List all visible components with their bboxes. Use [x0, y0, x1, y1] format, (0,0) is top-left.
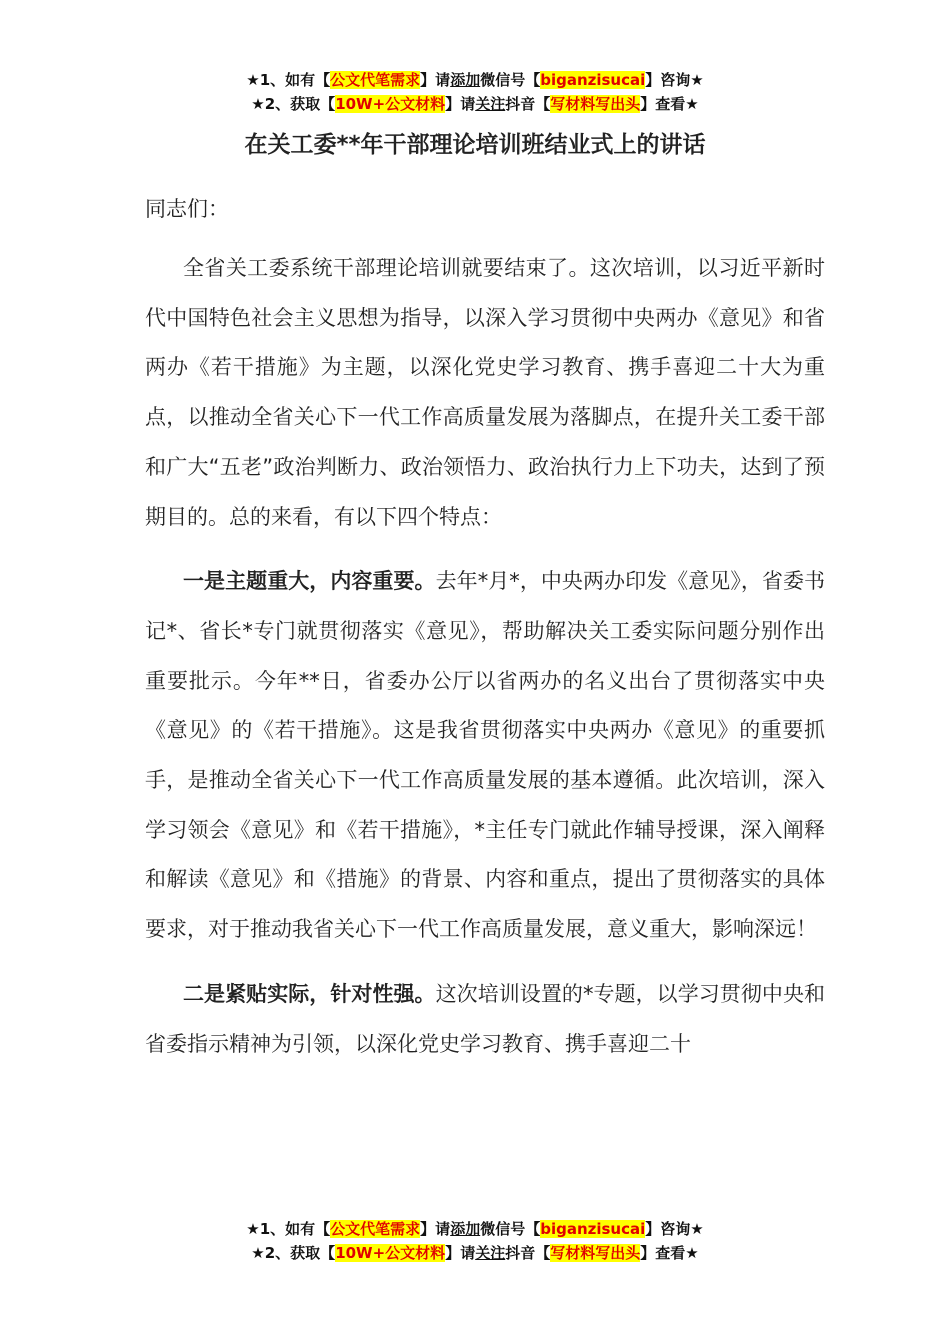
highlight-materials: 10W+公文材料 — [335, 1244, 446, 1262]
header-banner — [0, 68, 950, 116]
point-2-text: 这次培训设置的*专题，以学习贯彻中央和省委指示精神为引领，以深化党史学习教育、携手喜迎二十 — [145, 981, 826, 1056]
greeting: 同志们： — [145, 197, 229, 221]
highlight-service: 公文代笔需求 — [330, 71, 421, 89]
point-1-paragraph — [145, 557, 825, 955]
highlight-douyin: 写材料写出头 — [550, 95, 641, 113]
banner-line-1: ★1、如有【公文代笔需求】请添加微信号【biganzisucai】咨询★ — [246, 71, 704, 89]
footer-banner — [0, 1217, 950, 1265]
banner-line-2: ★2、获取【10W+公文材料】请关注抖音【写材料写出头】查看★ — [251, 95, 699, 113]
highlight-service: 公文代笔需求 — [330, 1220, 421, 1238]
highlight-wechat-id: biganzisucai — [540, 1220, 646, 1238]
point-2-heading: 二是紧贴实际，针对性强。 — [183, 981, 436, 1006]
intro-paragraph: 全省关工委系统干部理论培训就要结束了。这次培训，以习近平新时代中国特色社会主义思想为指导，以深入学习贯彻中央两办《意见》和省两办《若干措施》为主题，以深化党史学习教育、携手喜迎二十大为重点，以推动全省关心下一代工作高质量发展为落脚点，在提升关工委干部和广大“五老”政治判断力、政治领悟力、政治执行力上下功夫，达到了预期目的。总的来看，有以下四个特点： — [145, 256, 825, 529]
document-title: 在关工委**年干部理论培训班结业式上的讲话 — [244, 132, 706, 158]
highlight-douyin: 写材料写出头 — [550, 1244, 641, 1262]
banner-line-1: ★1、如有【公文代笔需求】请添加微信号【biganzisucai】咨询★ — [246, 1220, 704, 1238]
point-1-heading: 一是主题重大，内容重要。 — [183, 569, 436, 594]
highlight-wechat-id: biganzisucai — [540, 71, 646, 89]
document-body — [145, 187, 825, 1084]
point-1-text: 去年*月*，中央两办印发《意见》，省委书记*、省长*专门就贯彻落实《意见》，帮助解决关工委实际问题分别作出重要批示。今年**日，省委办公厅以省两办的名义出台了贯彻落实中央《意见》的《若干措施》。这是我省贯彻落实中央两办《意见》的重要抓手，是推动全省关心下一代工作高质量发展的基本遵循。此次培训，深入学习领会《意见》和《若干措施》，*主任专门就此作辅导授课，深入阐释和解读《意见》和《措施》的背景、内容和重点，提出了贯彻落实的具体要求，对于推动我省关心下一代工作高质量发展，意义重大，影响深远！ — [145, 569, 826, 942]
point-2-paragraph — [145, 970, 825, 1069]
highlight-materials: 10W+公文材料 — [335, 95, 446, 113]
banner-line-2: ★2、获取【10W+公文材料】请关注抖音【写材料写出头】查看★ — [251, 1244, 699, 1262]
